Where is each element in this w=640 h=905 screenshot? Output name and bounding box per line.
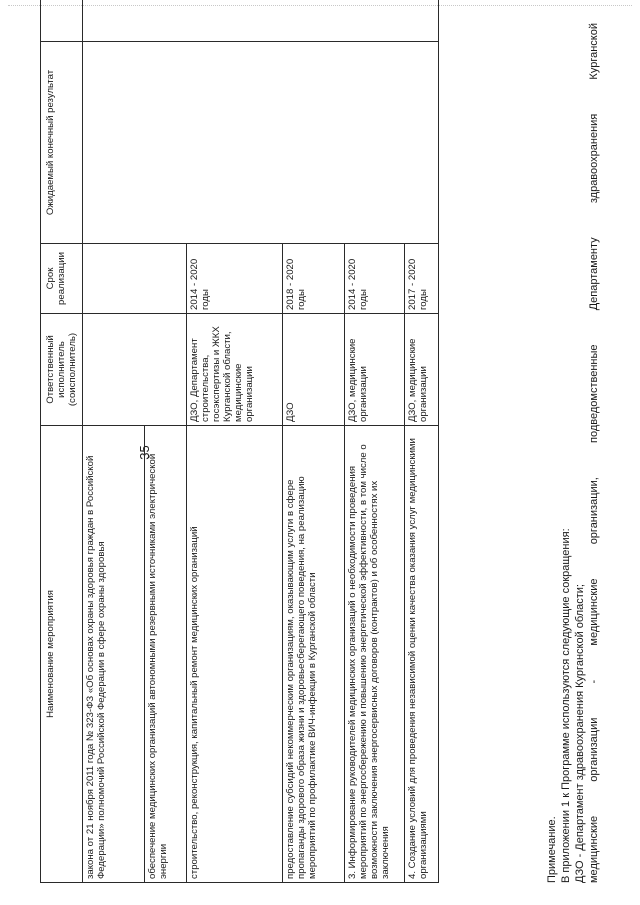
cell-measure-name: 4. Создание условий для проведения независимой оценки качества оказания услуг медицинскими организациями [405,426,439,883]
notes-line-1: В приложении 1 к Программе используются следующие сокращения: [560,528,572,883]
header-extra [41,0,83,42]
notes-line-3: медицинские организации - медицинские организации, подведомственные Департаменту здравоохранения Курганской [588,23,600,883]
measures-table [40,0,439,883]
cell-term: 2014 - 2020 годы [345,244,405,314]
notes-title: Примечание. [546,816,558,883]
table-row [83,0,145,883]
table-header-row [41,0,83,883]
cell-measure-name: строительство, реконструкция, капитальный ремонт медицинских организаций [187,426,283,883]
notes-line-2: ДЗО - Департамент здравоохранения Курганской области; [574,584,586,883]
cell-result [83,42,439,244]
cell-measure-name: 3. Информирование руководителей медицинских организаций о необходимости проведения мероприятий по энергосбережению и повышению энергетической эффективности, в том числе о возможности заключения энергосервисных договоров (контрактов) и об особенностях их заключения [345,426,405,883]
cell-term: 2018 - 2020 годы [283,244,345,314]
page-number: 35 [137,445,152,460]
cell-term [83,244,187,314]
cell-extra [83,0,439,42]
cell-term: 2014 - 2020 годы [187,244,283,314]
cell-measure-name: предоставление субсидий некоммерческим организациям, оказывающим услуги в сфере пропаганды здорового образа жизни и здоровьесберегающего поведения, на реализацию мероприятий по профилактике ВИЧ-инфекции в Курганской области [283,426,345,883]
header-expected-result: Ожидаемый конечный результат [41,42,83,244]
cell-term: 2017 - 2020 годы [405,244,439,314]
cell-executor: ДЗО, медицинские организации [405,314,439,426]
header-measure-name: Наименование мероприятия [41,426,83,883]
header-term: Срок реализации [41,244,83,314]
cell-executor: ДЗО [283,314,345,426]
cell-executor: ДЗО, медицинские организации [345,314,405,426]
cell-executor [83,314,187,426]
cell-measure-name: обеспечение медицинских организаций автономными резервными источниками электрической энергии [145,426,187,883]
header-executor: Ответственный исполнитель (соисполнитель) [41,314,83,426]
notes-block [545,23,601,883]
cell-measure-name: закона от 21 ноября 2011 года № 323-ФЗ «Об основах охраны здоровья граждан в Российской Федерации» полномочий Российской Федерации в сфере охраны здоровья [83,426,145,883]
cell-executor: ДЗО, Департамент строительства, госэкспертизы и ЖКХ Курганской области, медицинские организации [187,314,283,426]
